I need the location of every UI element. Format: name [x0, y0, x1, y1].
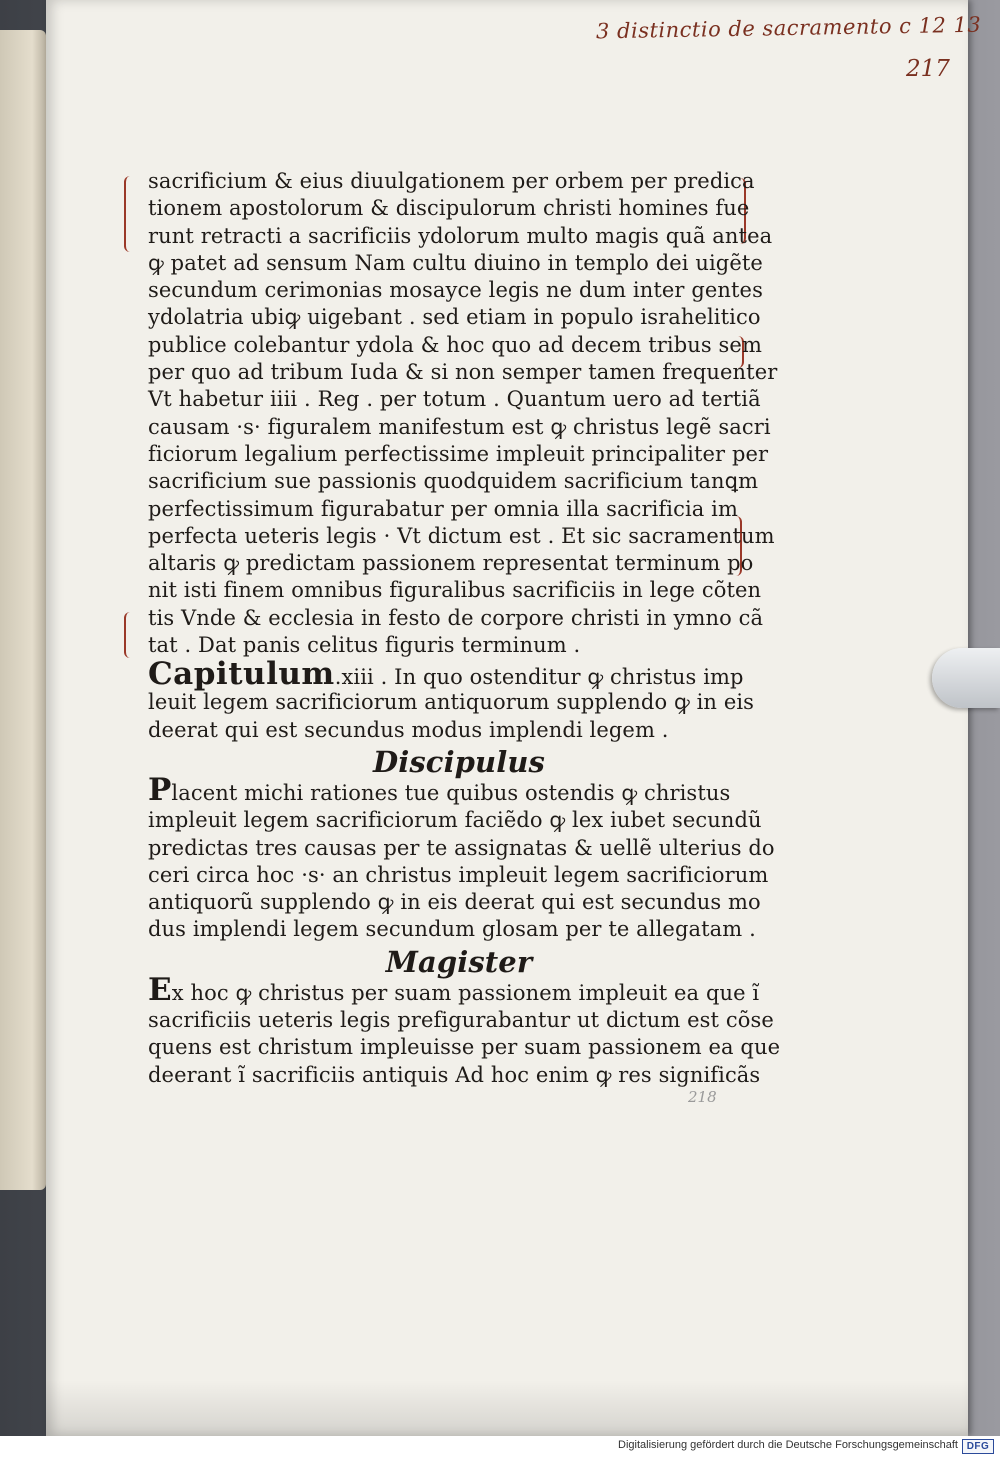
funding-note: Digitalisierung gefördert durch die Deutsche Forschungsgemeinschaft [618, 1439, 958, 1451]
text-line: perfecta ueteris legis · Vt dictum est . Et sic sacramentum [148, 523, 775, 548]
text-line: ydolatria ubiꝙ uigebant . sed etiam in populo israhelitico [148, 305, 761, 330]
text-line: quens est christum impleuisse per suam passionem ea que [148, 1035, 781, 1060]
text-line: deerat qui est secundus modus implendi legem . [148, 717, 669, 742]
discipulus-initial: P [148, 771, 172, 808]
text-line: causam ·s· figuralem manifestum est ꝙ christus legẽ sacri [148, 414, 771, 439]
text-line: nit isti finem omnibus figuralibus sacrificiis in lege cõten [148, 578, 762, 603]
text-line: ꝙ patet ad sensum Nam cultu diuino in templo dei uigẽte [148, 250, 763, 275]
text-line: tionem apostolorum & discipulorum christi homines fue [148, 196, 750, 221]
chapter-title-start: .xiii . In quo ostenditur ꝙ christus imp [334, 665, 744, 690]
text-line: ficiorum legalium perfectissime impleuit principaliter per [148, 441, 769, 466]
margin-bracket-left-top [124, 176, 136, 252]
text-line: leuit legem sacrificiorum antiquorum supplendo ꝙ in eis [148, 690, 755, 715]
chapter-label: Capitulum [148, 656, 335, 693]
text-line: impleuit legem sacrificiorum faciẽdo ꝙ lex iubet secundũ [148, 808, 762, 833]
text-line: per quo ad tribum Iuda & si non semper tamen frequenter [148, 360, 778, 385]
text-line: tat . Dat panis celitus figuris terminum . [148, 633, 581, 658]
text-line: dus implendi legem secundum glosam per te allegatam . [148, 917, 756, 942]
magister-first-line [148, 971, 760, 1008]
text-line: secundum cerimonias mosayce legis ne dum inter gentes [148, 278, 763, 303]
magister-first-line-text: x hoc ꝙ christus per suam passionem impleuit ea que ĩ [171, 980, 760, 1005]
main-text-block [148, 168, 781, 1089]
text-line: deerant ĩ sacrificiis antiquis Ad hoc enim ꝙ res significãs [148, 1062, 761, 1087]
text-line: altaris ꝙ predictam passionem representat terminum po [148, 551, 754, 576]
digitization-footer [0, 1436, 1000, 1457]
text-line: antiquorũ supplendo ꝙ in eis deerat qui est secundus mo [148, 890, 761, 915]
folio-number: 217 [906, 56, 950, 82]
text-line: perfectissimum figurabatur per omnia illa sacrificia im [148, 496, 739, 521]
text-line: Vt habetur iiii . Reg . per totum . Quantum uero ad tertiã [148, 387, 761, 412]
handwritten-heading: 3 distinctio de sacramento c 12 13 [595, 12, 982, 44]
page-bottom-shadow [46, 1380, 968, 1436]
text-line: predictas tres causas per te assignatas & uellẽ ulterius do [148, 835, 775, 860]
text-line: publice colebantur ydola & hoc quo ad decem tribus sem [148, 332, 762, 357]
dfg-logo: DFG [962, 1439, 994, 1454]
text-line: sacrificium sue passionis quodquidem sacrificium tanꝗm [148, 469, 759, 494]
margin-bracket-left-lower [124, 612, 134, 658]
text-line: ceri circa hoc ·s· an christus impleuit legem sacrificiorum [148, 862, 769, 887]
discipulus-first-line [148, 771, 731, 808]
magister-initial: E [148, 971, 172, 1008]
text-line: sacrificium & eius diuulgationem per orbem per predica [148, 169, 755, 193]
text-line: sacrificiis ueteris legis prefigurabantur ut dictum est cõse [148, 1008, 774, 1033]
pencil-folio-note: 218 [688, 1088, 717, 1106]
text-line: runt retracti a sacrificiis ydolorum multo magis quã antea [148, 223, 773, 248]
discipulus-first-line-text: lacent michi rationes tue quibus ostendis ꝙ christus [171, 780, 731, 805]
facing-page-edge [0, 30, 46, 1190]
magister-heading: Magister [385, 944, 533, 979]
chapter-heading-line [148, 656, 744, 693]
bookmark-tab [932, 648, 1000, 708]
text-line: tis Vnde & ecclesia in festo de corpore christi in ymno cã [148, 605, 764, 630]
discipulus-heading: Discipulus [373, 744, 545, 779]
